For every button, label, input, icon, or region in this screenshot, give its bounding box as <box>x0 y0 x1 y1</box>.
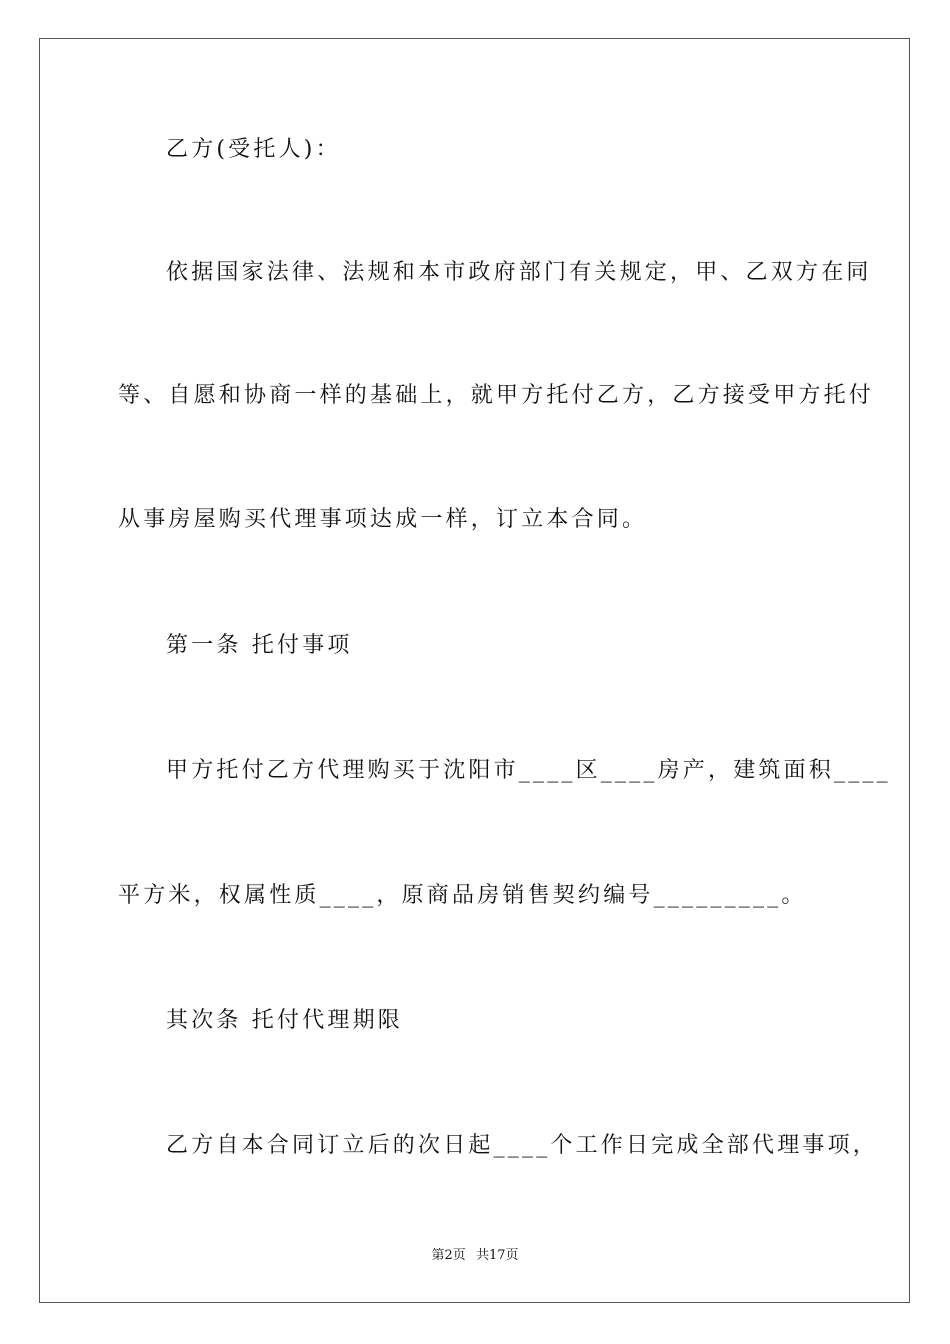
page-number: 第2页 <box>431 1248 466 1263</box>
article-1-heading: 第一条 托付事项 <box>166 633 353 658</box>
article-1-line-2: 平方米，权属性质____，原商品房销售契约编号_________。 <box>118 883 807 908</box>
total-pages: 共17页 <box>475 1248 519 1263</box>
paragraph-intro-line-3: 从事房屋购买代理事项达成一样，订立本合同。 <box>118 507 648 532</box>
article-2-heading: 其次条 托付代理期限 <box>166 1008 403 1033</box>
paragraph-intro-line-2: 等、自愿和协商一样的基础上，就甲方托付乙方，乙方接受甲方托付 <box>118 383 875 408</box>
party-b-label: 乙方(受托人)： <box>166 137 341 162</box>
page-border <box>39 38 910 1303</box>
paragraph-intro-line-1: 依据国家法律、法规和本市政府部门有关规定，甲、乙双方在同 <box>166 260 872 285</box>
article-2-line-1: 乙方自本合同订立后的次日起____个工作日完成全部代理事项， <box>166 1133 879 1158</box>
article-1-line-1: 甲方托付乙方代理购买于沈阳市____区____房产，建筑面积____ <box>166 758 891 783</box>
page-footer <box>0 1247 950 1265</box>
